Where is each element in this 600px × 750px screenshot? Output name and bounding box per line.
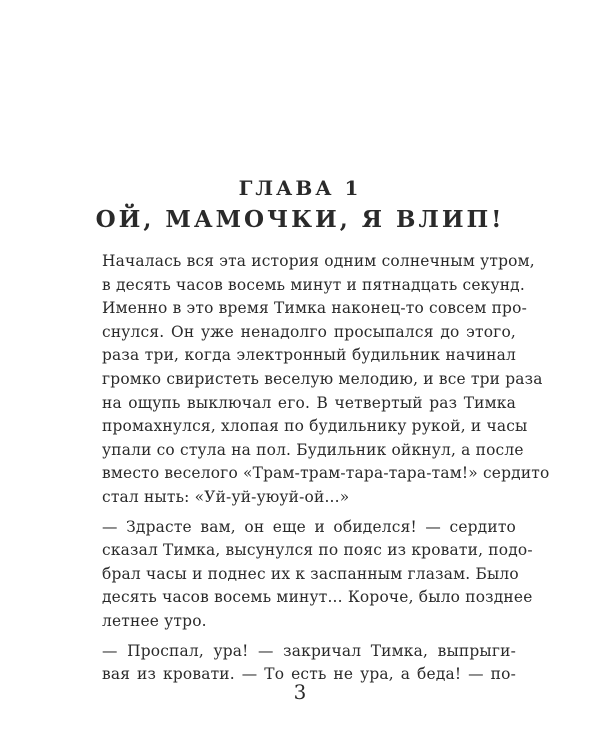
text-line: снулся. Он уже ненадолго просыпался до этого, [102, 322, 516, 341]
text-line: брал часы и поднес их к заспанным глазам. Было [102, 564, 519, 583]
text-line: десять часов восемь минут... Короче, было позднее [102, 588, 533, 607]
text-line: раза три, когда электронный будильник начинал [102, 346, 516, 365]
text-line: промахнулся, хлопая по будильнику рукой, и часы [102, 417, 528, 436]
text-line: стал ныть: «Уй-уй-уюуй-ой...» [102, 487, 350, 506]
text-line: упали со стула на пол. Будильник ойкнул, а после [102, 440, 524, 459]
chapter-label: ГЛАВА 1 [238, 176, 362, 200]
text-line: вая из кровати. — То есть не ура, а беда! — по- [102, 665, 516, 684]
paragraph [102, 250, 550, 510]
text-line: — Здрасте вам, он еще и обиделся! — сердито [102, 517, 516, 536]
text-line: громко свиристеть веселую мелодию, и все три раза [102, 369, 543, 388]
paragraph [102, 516, 533, 634]
text-line: Именно в это время Тимка наконец-то совсем про- [102, 299, 527, 318]
text-line: — Проспал, ура! — закричал Тимка, выпрыги- [102, 641, 516, 660]
body-text [102, 250, 550, 687]
text-line: сказал Тимка, высунулся по пояс из кровати, подо- [102, 541, 533, 560]
text-line: летнее утро. [102, 611, 207, 630]
text-line: в десять часов восемь минут и пятнадцать секунд. [102, 275, 525, 294]
page-number: 3 [293, 680, 307, 704]
text-line: на ощупь выключал его. В четвертый раз Тимка [102, 393, 516, 412]
text-line: Началась вся эта история одним солнечным утром, [102, 252, 535, 270]
chapter-title: ОЙ, МАМОЧКИ, Я ВЛИП! [95, 206, 505, 233]
text-line: вместо веселого «Трам-трам-тара-тара-там!» сердито [102, 464, 550, 483]
